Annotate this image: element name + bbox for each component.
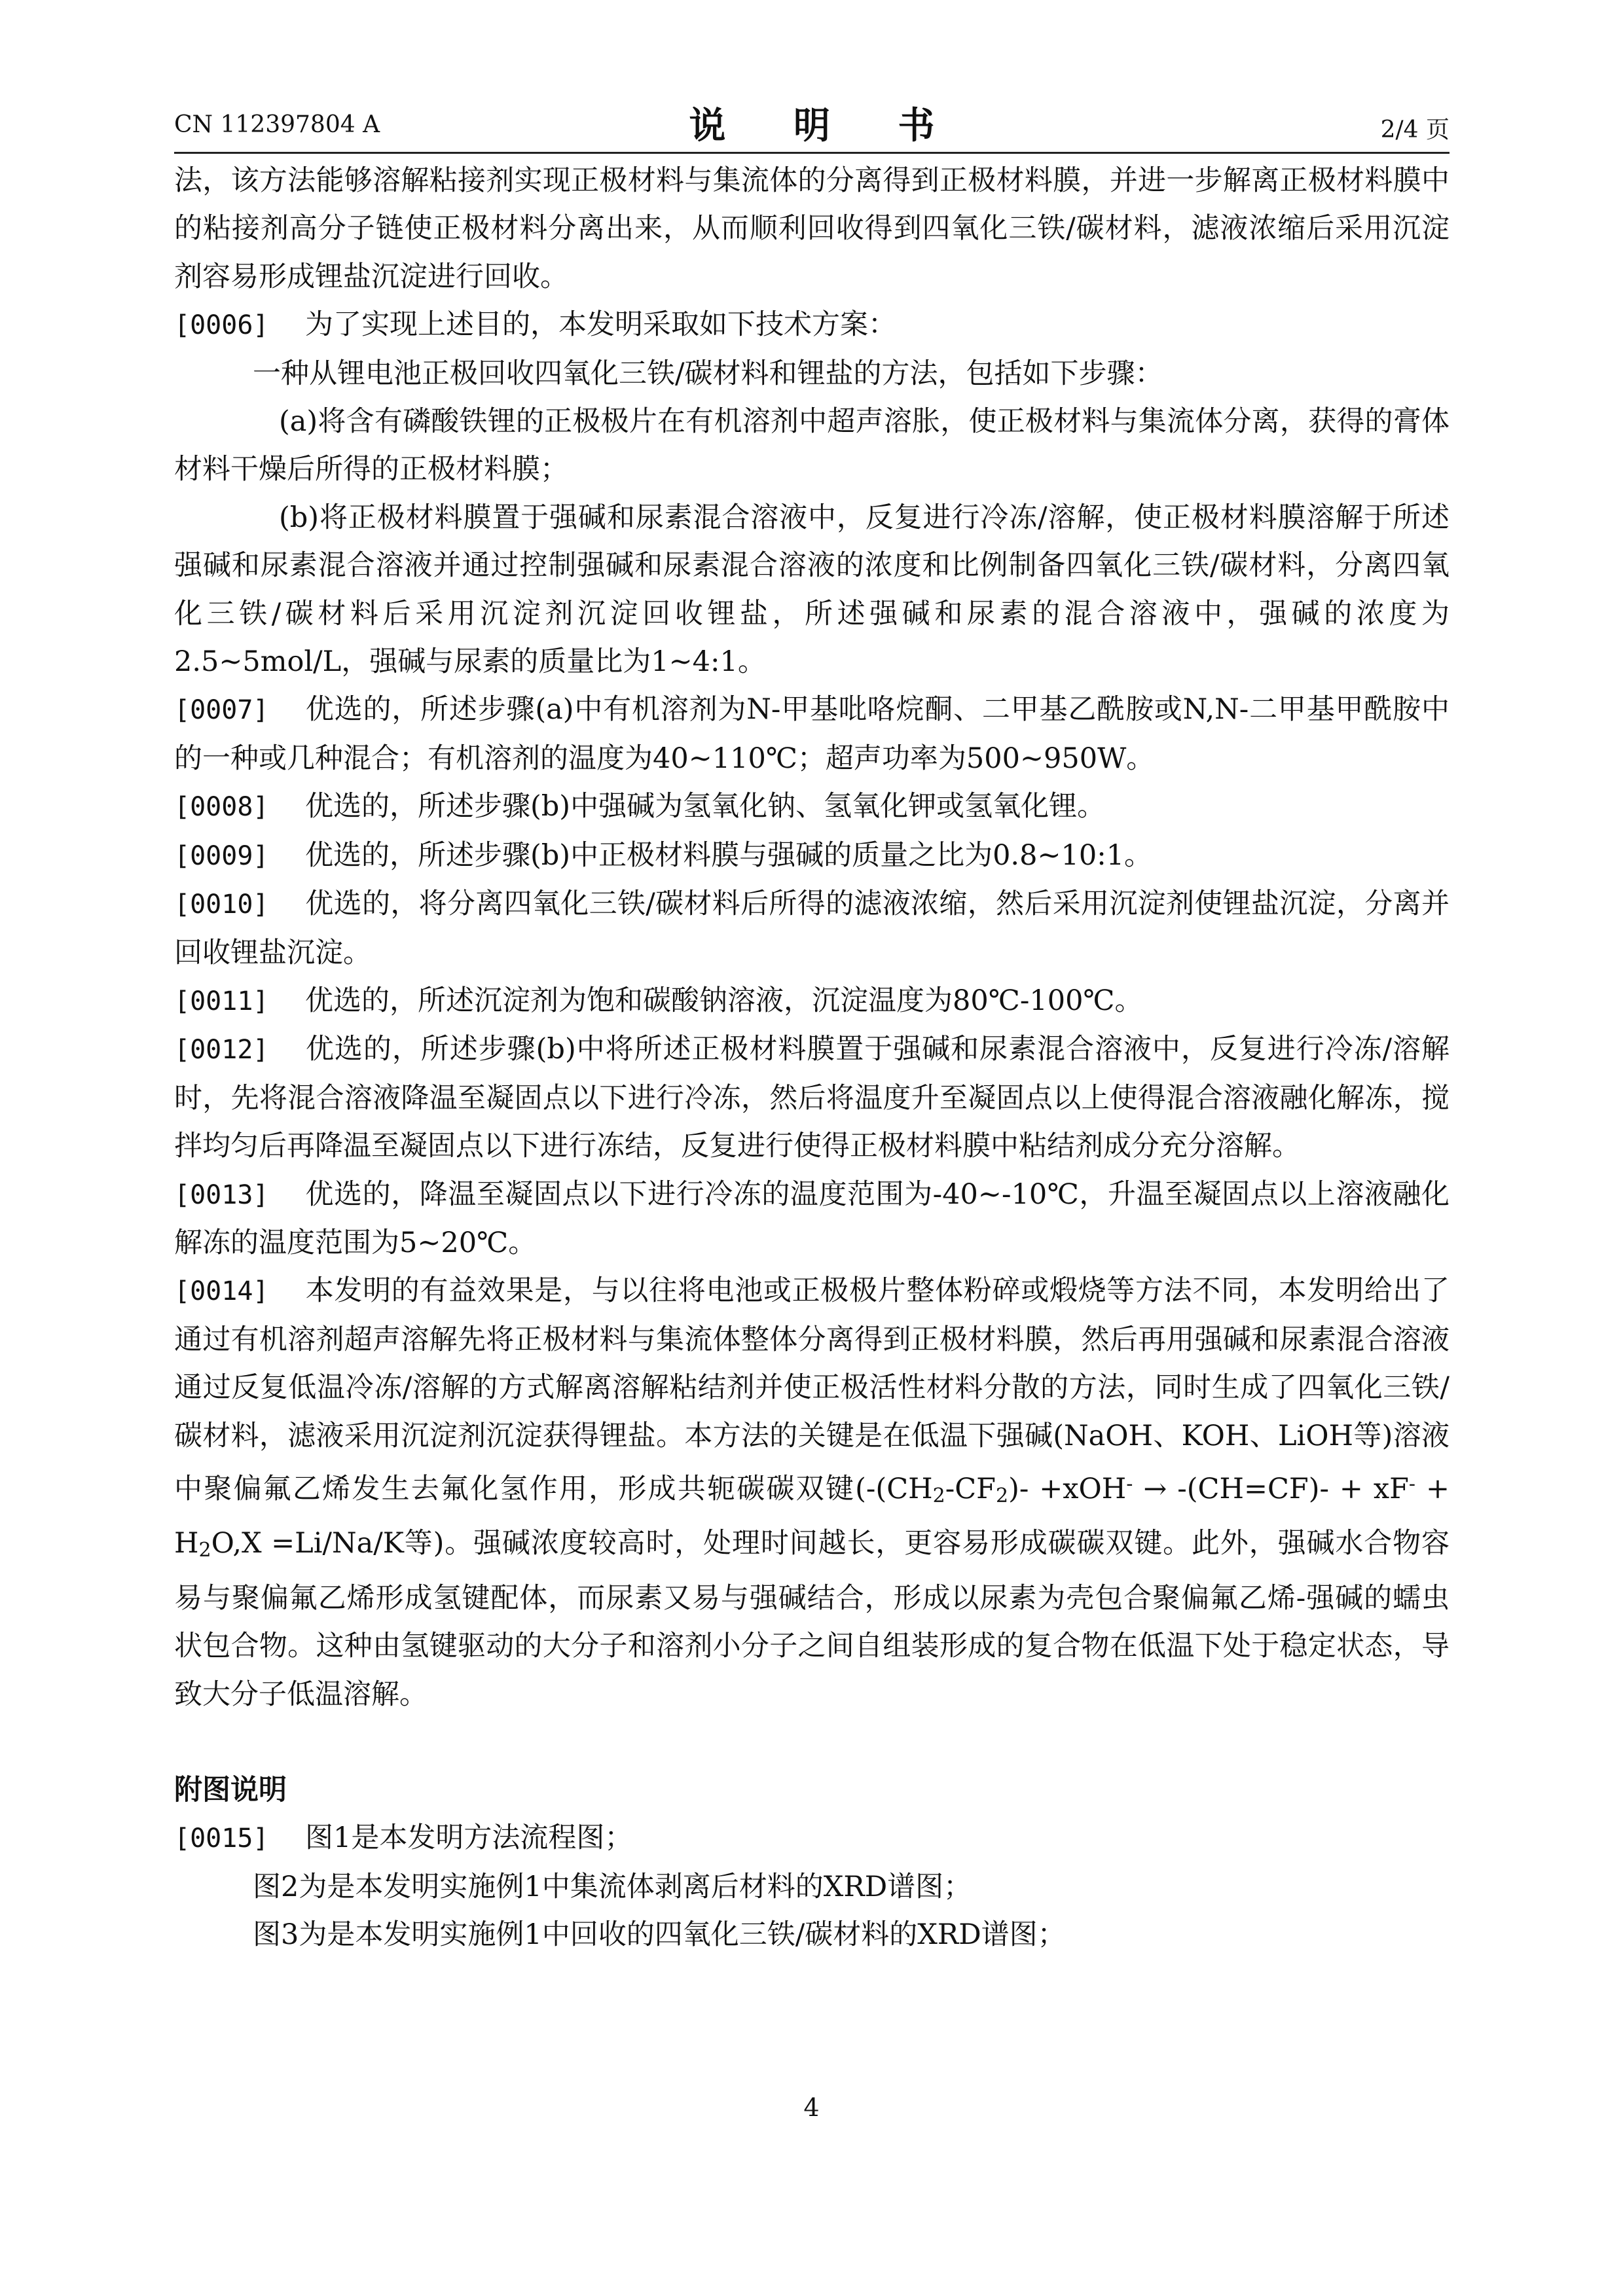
paragraph-text: 优选的，所述步骤(b)中正极材料膜与强碱的质量之比为0.8~10:1。 [305,838,1153,872]
header-divider [174,152,1450,154]
paragraph-text: 优选的，将分离四氧化三铁/碳材料后所得的滤液浓缩，然后采用沉淀剂使锂盐沉淀，分离并回收锂盐沉淀。 [174,888,1450,969]
step-a: (a)将含有磷酸铁锂的正极极片在有机溶剂中超声溶胀，使正极材料与集流体分离，获得的膏体材料干燥后所得的正极材料膜； [174,405,1450,486]
paragraph-0011 [174,977,1450,1026]
paragraph-text: 优选的，所述沉淀剂为饱和碳酸钠溶液，沉淀温度为80℃-100℃。 [305,984,1143,1017]
paragraph-0006 [174,301,1450,350]
document-title: 说 明 书 [689,104,962,147]
formula-part: -CF [945,1472,996,1505]
figure-caption-3: 图3为是本发明实施例1中回收的四氧化三铁/碳材料的XRD谱图； [253,1918,1066,1952]
patent-number: CN 112397804 A [174,111,380,138]
paragraph-text: 优选的，所述步骤(b)中强碱为氢氧化钠、氢氧化钾或氢氧化锂。 [305,790,1106,823]
paragraph-number: [0006] [174,310,269,341]
subscript: 2 [198,1539,211,1562]
paragraph-0008 [174,783,1450,831]
paragraph-0012 [174,1026,1450,1170]
step-b: (b)将正极材料膜置于强碱和尿素混合溶液中，反复进行冷冻/溶解，使正极材料膜溶解于所述强碱和尿素混合溶液并通过控制强碱和尿素混合溶液的浓度和比例制备四氧化三铁/碳材料，分离四氧化三铁/碳材料后采用沉淀剂沉淀回收锂盐，所述强碱和尿素的混合溶液中，强碱的浓度为2.5~5mol/L，强碱与尿素的质量比为1~4:1。 [174,501,1450,679]
subscript: 2 [995,1484,1009,1507]
paragraph-number: [0007] [174,695,269,726]
paragraph-text: 优选的，所述步骤(a)中有机溶剂为N-甲基吡咯烷酮、二甲基乙酰胺或N,N-二甲基甲酰胺中的一种或几种混合；有机溶剂的温度为40~110℃；超声功率为500~950W。 [174,693,1450,775]
paragraph-0013 [174,1171,1450,1268]
document-body [174,157,1450,1960]
superscript: - [1408,1472,1416,1496]
formula-part: → -(CH=CF)- + xF [1133,1472,1409,1505]
paragraph-text: 为了实现上述目的，本发明采取如下技术方案： [305,308,896,342]
superscript: - [1126,1472,1133,1496]
paragraph-number: [0011] [174,986,269,1016]
paragraph-text: 优选的，所述步骤(b)中将所述正极材料膜置于强碱和尿素混合溶液中，反复进行冷冻/溶解时，先将混合溶液降温至凝固点以下进行冷冻，然后将温度升至凝固点以上使得混合溶液融化解冻，搅拌均匀后再降温至凝固点以下进行冻结，反复进行使得正极材料膜中粘结剂成分充分溶解。 [174,1033,1450,1163]
figure-caption-2: 图2为是本发明实施例1中集流体剥离后材料的XRD谱图； [253,1870,972,1903]
figure-caption-1: 图1是本发明方法流程图； [305,1821,633,1855]
continued-paragraph: 法，该方法能够溶解粘接剂实现正极材料与集流体的分离得到正极材料膜，并进一步解离正极材料膜中的粘接剂高分子链使正极材料分离出来，从而顺利回收得到四氧化三铁/碳材料，滤液浓缩后采用沉淀剂容易形成锂盐沉淀进行回收。 [174,164,1450,293]
formula-part: )- +xOH [1008,1472,1127,1505]
page-number: 4 [803,2093,820,2122]
paragraph-number: [0012] [174,1035,269,1066]
paragraph-text: 本发明的有益效果是，与以往将电池或正极极片整体粉碎或煅烧等方法不同，本发明给出了通过有机溶剂超声溶解先将正极材料与集流体整体分离得到正极材料膜，然后再用强碱和尿素混合溶液通过反复低温冷冻/溶解的方式解离溶解粘结剂并使正极活性材料分散的方法，同时生成了四氧化三铁/碳材料，滤液采用沉淀剂沉淀获得锂盐。本方法的关键是在低温下强碱(NaOH、KOH、LiOH等)溶液中聚偏氟乙烯发生去氟化氢作用，形成共轭碳碳双键(-(CH [174,1274,1450,1505]
paragraph-text: 优选的，降温至凝固点以下进行冷冻的温度范围为-40~-10℃，升温至凝固点以上溶液融化解冻的温度范围为5~20℃。 [174,1177,1450,1259]
page-indicator: 2/4 页 [1380,117,1450,143]
subscript: 2 [932,1484,945,1507]
paragraph-number: [0015] [174,1823,269,1854]
method-intro: 一种从锂电池正极回收四氧化三铁/碳材料和锂盐的方法，包括如下步骤： [253,357,1163,390]
paragraph-number: [0008] [174,792,269,823]
paragraph-0010 [174,880,1450,977]
paragraph-number: [0014] [174,1276,269,1307]
paragraph-0007 [174,686,1450,783]
paragraph-text: O,X =Li/Na/K等)。强碱浓度较高时，处理时间越长，更容易形成碳碳双键。此外，强碱水合物容易与聚偏氟乙烯形成氢键配体，而尿素又易与强碱结合，形成以尿素为壳包合聚偏氟乙烯-强碱的蠕虫状包合物。这种由氢键驱动的大分子和溶剂小分子之间自组装形成的复合物在低温下处于稳定状态，导致大分子低温溶解。 [174,1527,1450,1711]
paragraph-0014 [174,1267,1450,1719]
paragraph-0015 [174,1814,1450,1863]
paragraph-number: [0013] [174,1179,269,1210]
section-heading: 附图说明 [174,1774,287,1806]
paragraph-number: [0009] [174,840,269,871]
paragraph-0009 [174,832,1450,880]
paragraph-number: [0010] [174,889,269,920]
page-header [174,97,1450,149]
formula-part: + H [174,1472,1450,1560]
